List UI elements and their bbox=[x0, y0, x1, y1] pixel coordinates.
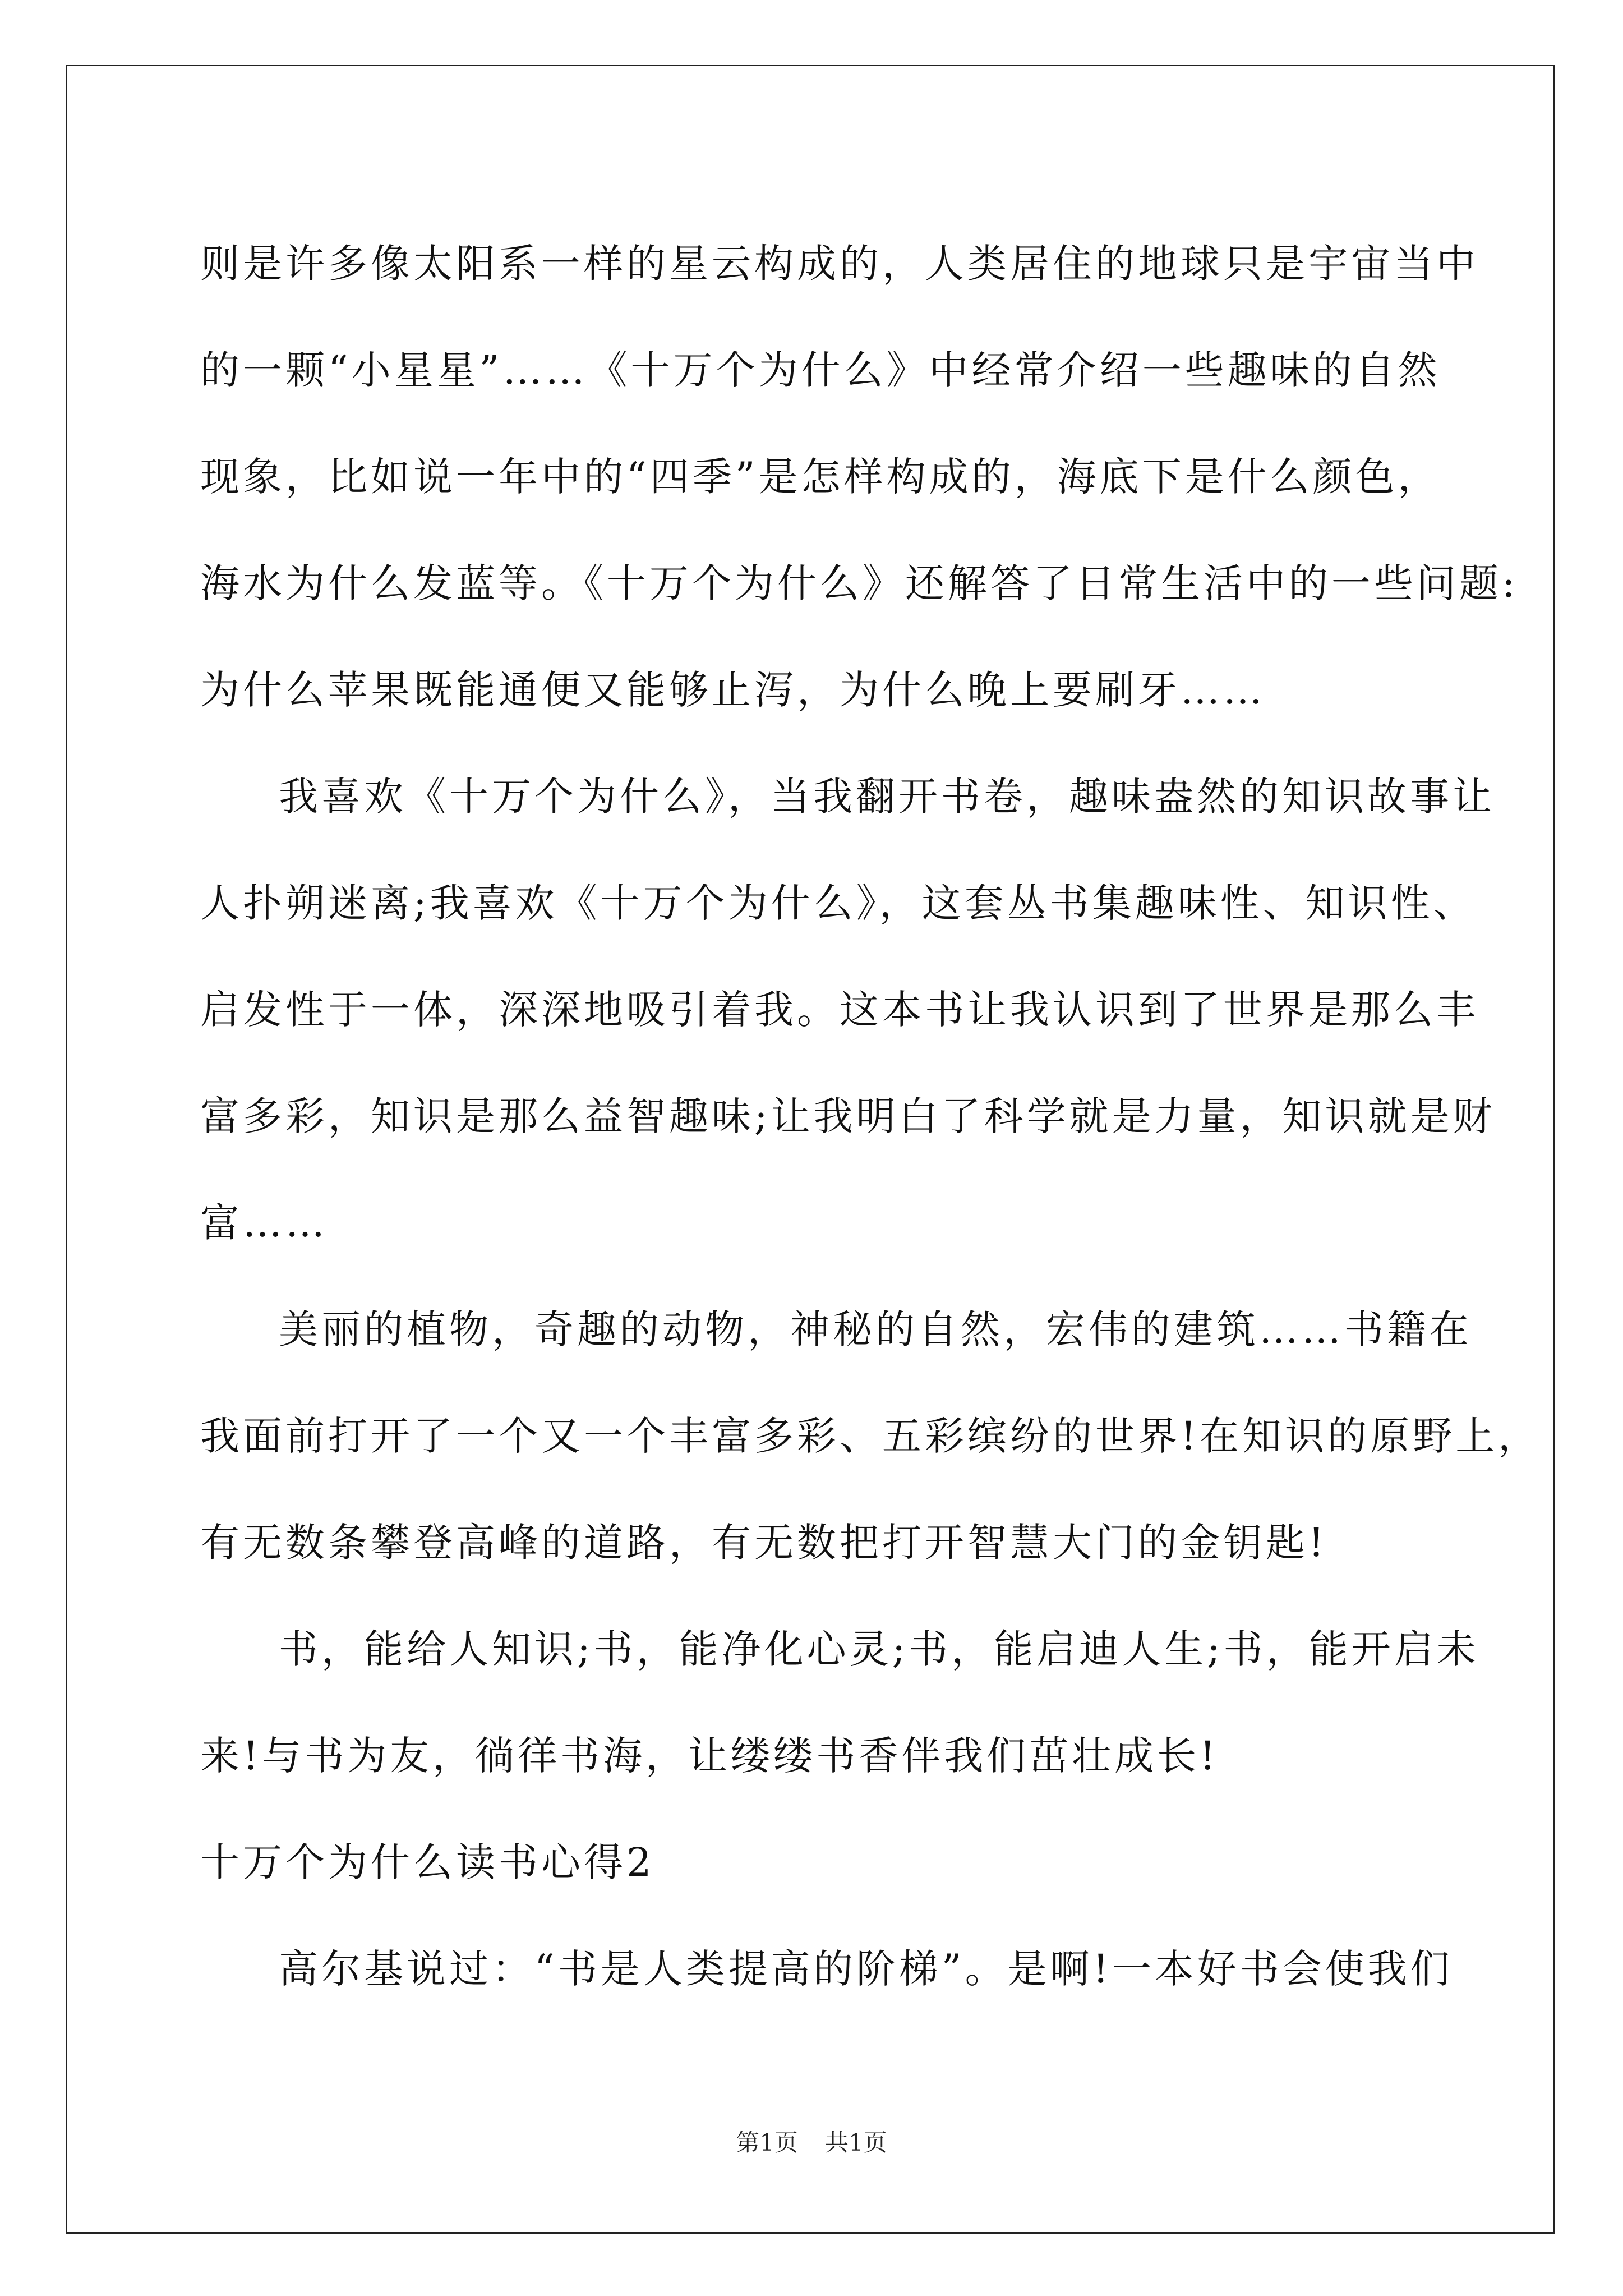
paragraph-start-line: 高尔基说过：“书是人类提高的阶梯”。是啊!一本好书会使我们 bbox=[279, 1946, 1453, 1992]
paragraph-start-line: 书，能给人知识;书，能净化心灵;书，能启迪人生;书，能开启未 bbox=[279, 1626, 1479, 1672]
body-line: 有无数条攀登高峰的道路，有无数把打开智慧大门的金钥匙! bbox=[200, 1520, 1328, 1566]
body-line: 为什么苹果既能通便又能够止泻，为什么晚上要刷牙…… bbox=[200, 667, 1266, 713]
document-body bbox=[200, 210, 1541, 2022]
page-footer bbox=[0, 2126, 1623, 2160]
paragraph-start-line: 美丽的植物，奇趣的动物，神秘的自然，宏伟的建筑……书籍在 bbox=[279, 1306, 1472, 1352]
body-line: 富多彩，知识是那么益智趣味;让我明白了科学就是力量，知识就是财 bbox=[200, 1093, 1496, 1139]
body-line: 人扑朔迷离;我喜欢《十万个为什么》，这套丛书集趣味性、知识性、 bbox=[200, 880, 1476, 926]
page-total: 共1页 bbox=[825, 2129, 887, 2156]
body-line: 启发性于一体，深深地吸引着我。这本书让我认识到了世界是那么丰 bbox=[200, 987, 1479, 1033]
body-line: 的一颗“小星星”……《十万个为什么》中经常介绍一些趣味的自然 bbox=[200, 347, 1441, 393]
section-heading: 十万个为什么读书心得2 bbox=[200, 1839, 655, 1885]
body-line: 海水为什么发蓝等。《十万个为什么》还解答了日常生活中的一些问题: bbox=[200, 560, 1519, 606]
page-number: 第1页 bbox=[736, 2129, 798, 2156]
body-line: 则是许多像太阳系一样的星云构成的，人类居住的地球只是宇宙当中 bbox=[200, 241, 1479, 287]
body-line: 现象，比如说一年中的“四季”是怎样构成的，海底下是什么颜色， bbox=[200, 454, 1441, 500]
body-line: 富…… bbox=[200, 1200, 328, 1246]
body-line: 来!与书为友，徜徉书海，让缕缕书香伴我们茁壮成长! bbox=[200, 1733, 1219, 1779]
body-line: 我面前打开了一个又一个丰富多彩、五彩缤纷的世界!在知识的原野上， bbox=[200, 1413, 1541, 1459]
paragraph-start-line: 我喜欢《十万个为什么》，当我翻开书卷，趣味盎然的知识故事让 bbox=[279, 774, 1495, 820]
